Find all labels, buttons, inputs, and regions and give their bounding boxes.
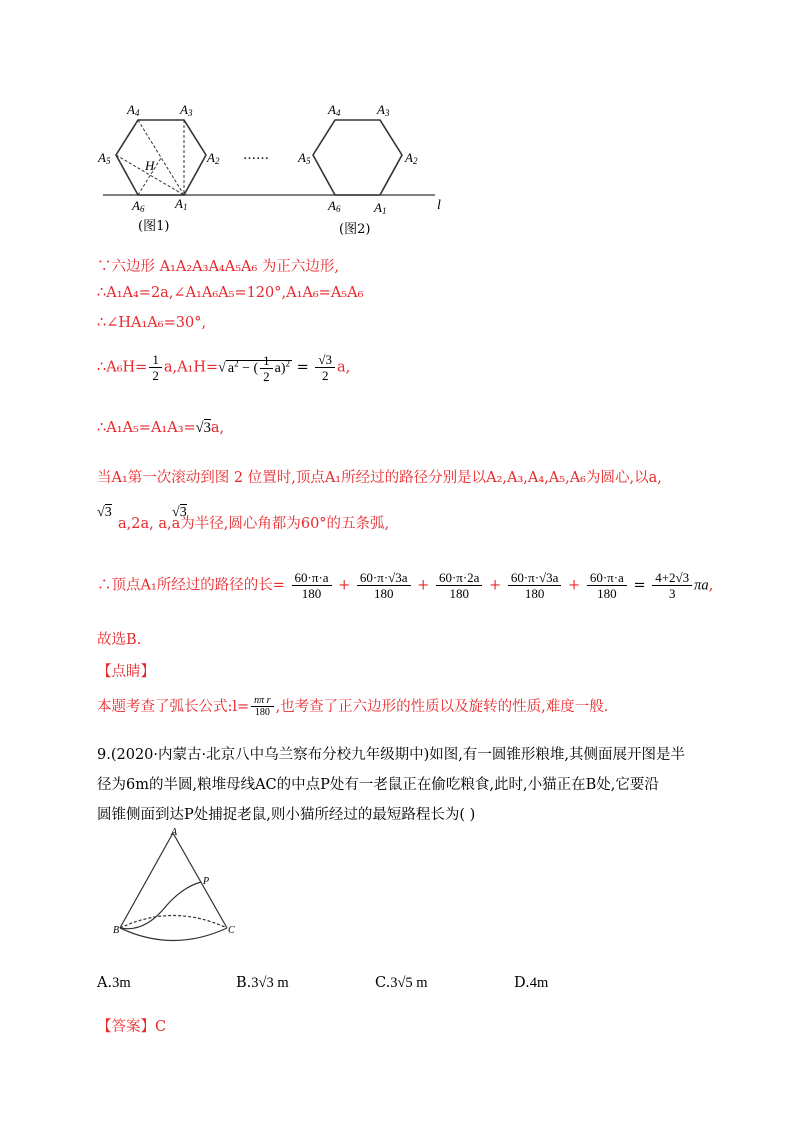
label-a2: $A_2$ xyxy=(207,150,220,166)
option-a[interactable]: A.3m xyxy=(97,975,131,991)
ellipsis: …… xyxy=(243,148,269,163)
caption-fig1: (图1) xyxy=(138,219,170,234)
option-d[interactable]: D.4m xyxy=(514,975,549,991)
solution-line-1: ∵六边形 A₁A₂A₃A₄A₅A₆ 为正六边形, xyxy=(97,259,340,275)
sqrt3-b: √3 xyxy=(172,505,187,520)
fig2-label-a6: $A_6$ xyxy=(328,198,341,214)
fig2-label-a4: $A_4$ xyxy=(328,102,341,118)
label-a6: $A_6$ xyxy=(132,198,145,214)
fig2-label-a2: $A_2$ xyxy=(405,150,418,166)
cone-label-b: B xyxy=(113,925,120,936)
line-label-l: l xyxy=(437,198,441,213)
cone-label-p: P xyxy=(203,876,210,887)
cone-label-a: A xyxy=(171,827,178,838)
solution-line-3: ∴∠HA₁A₆=30°, xyxy=(97,315,207,331)
solution-line-4: ∴A₆H= $\frac{1}{2}$ a,A₁H=√ $a^2$ − ( $\frac{1}{2}$ a)$^2$ = $\frac{√3}{2}$ a, xyxy=(97,352,351,384)
comment-header: 【点睛】 xyxy=(97,664,155,680)
label-a1: $A_1$ xyxy=(175,196,188,212)
question-line-3: 圆锥侧面到达P处捕捉老鼠,则小猫所经过的最短路程长为( ) xyxy=(97,807,476,823)
solution-line-5: ∴A₁A₅=A₁A₃=√3a, xyxy=(97,420,225,436)
cone-label-c: C xyxy=(228,925,235,936)
solution-line-9: 故选B. xyxy=(97,632,142,648)
question-line-2: 径为6m的半圆,粮堆母线AC的中点P处有一老鼠正在偷吃粮食,此时,小猫正在B处,它要沿 xyxy=(97,777,659,793)
question-line-1: 9.(2020·内蒙古·北京八中乌兰察布分校九年级期中)如图,有一圆锥形粮堆,其侧面展开图是半 xyxy=(97,747,685,763)
solution-line-6: 当A₁第一次滚动到图 2 位置时,顶点A₁所经过的路径分别是以A₂,A₃,A₄,A₅,A₆为圆心,以a, xyxy=(97,470,662,486)
figure-1 xyxy=(116,120,206,195)
figure-2 xyxy=(313,120,402,195)
fig2-label-a1: $A_1$ xyxy=(374,200,387,216)
solution-line-2: ∴A₁A₄=2a,∠A₁A₆A₅=120°,A₁A₆=A₅A₆ xyxy=(97,285,364,301)
sqrt3-a: √3 xyxy=(97,505,112,520)
label-a5: $A_5$ xyxy=(98,150,111,166)
caption-fig2: (图2) xyxy=(339,222,371,237)
label-h: H xyxy=(145,158,155,173)
fig2-label-a5: $A_5$ xyxy=(298,150,311,166)
solution-line-7: a,2a, a,a为半径,圆心角都为60°的五条弧, xyxy=(118,516,390,532)
fig2-label-a3: $A_3$ xyxy=(377,102,390,118)
option-c[interactable]: C.3√5 m xyxy=(375,975,428,991)
option-b[interactable]: B.3√3 m xyxy=(236,975,289,991)
solution-line-8: ∴顶点A₁所经过的路径的长= $\frac{60\cdot\pi\cdot a}{180}$ + $\frac{60\cdot\pi\cdot√3a}{180}$ + $\frac{60\cdot\pi\cdot 2a}{180}$ + $\frac{60\cdot\pi\cdot√3a}{180}$ + $\frac{60\cdot\pi\cdot a}{180}$ = $\frac{4+2√3}{3}$ πa, xyxy=(97,570,714,601)
label-a3: $A_3$ xyxy=(180,102,193,118)
label-a4: $A_4$ xyxy=(127,102,140,118)
comment-text: 本题考查了弧长公式:l= $\frac{\text{nπ r}}{180}$ ,也考查了正六边形的性质以及旋转的性质,难度一般. xyxy=(97,695,609,718)
answer: 【答案】C xyxy=(97,1019,167,1035)
